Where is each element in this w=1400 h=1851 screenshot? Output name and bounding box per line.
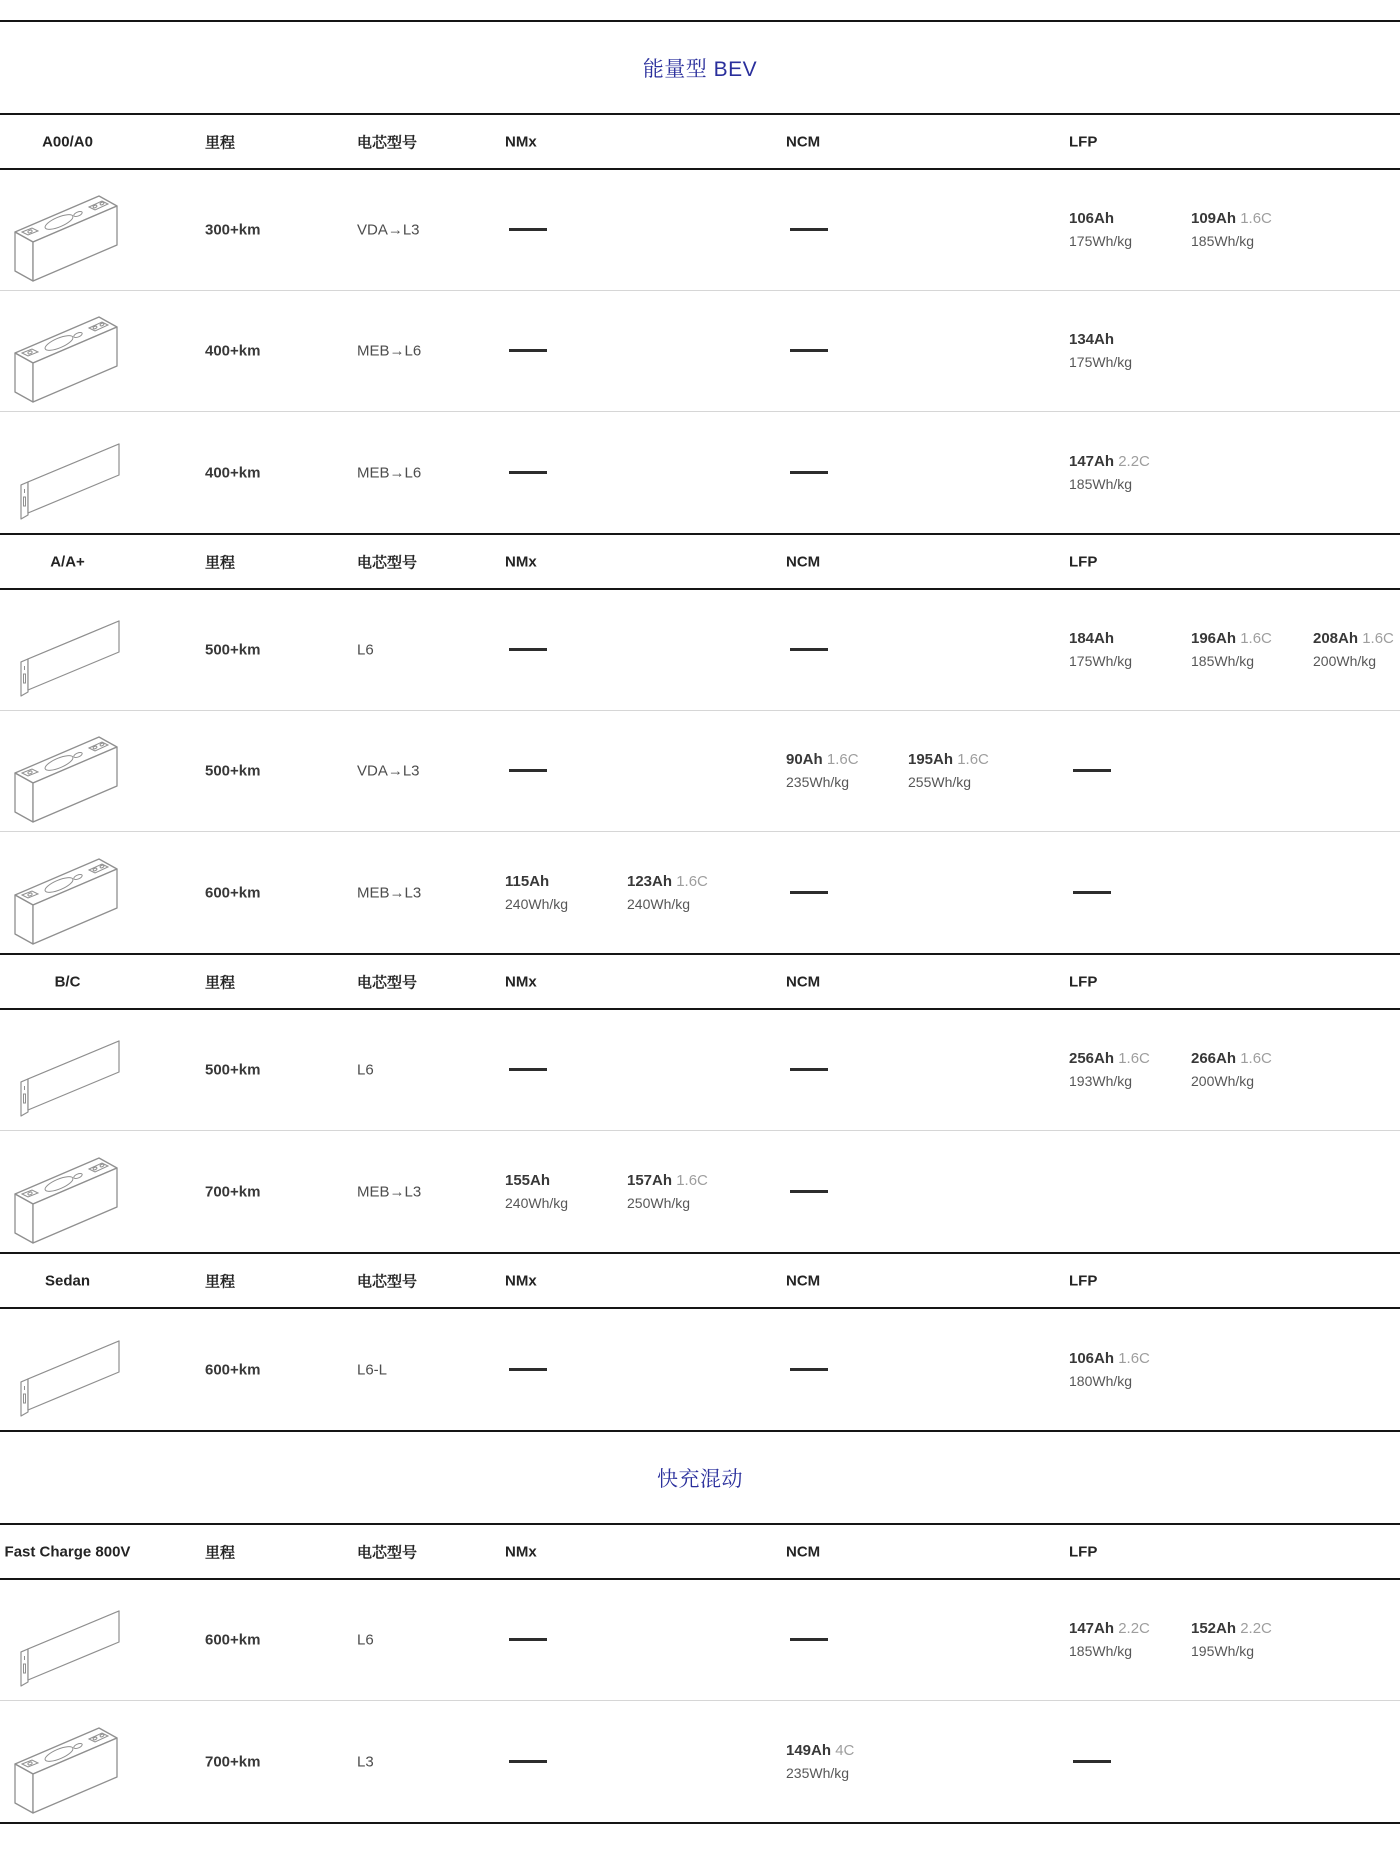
vehicle-class-label: B/C xyxy=(54,973,81,990)
cell-spec-entry xyxy=(1191,1617,1313,1663)
capacity-line xyxy=(1069,450,1191,473)
range-value: 400+km xyxy=(205,342,261,360)
capacity-value: 147Ah xyxy=(1069,1620,1115,1637)
cell-spec-entry xyxy=(1069,328,1191,374)
c-rate-value: 1.6C xyxy=(957,751,989,768)
no-value-dash xyxy=(509,769,547,772)
no-value-dash xyxy=(1073,769,1111,772)
vehicle-class-label: A00/A0 xyxy=(42,133,93,150)
range-value: 700+km xyxy=(205,1753,261,1770)
capacity-value: 149Ah xyxy=(786,1741,832,1759)
column-header-nmx: NMx xyxy=(505,973,537,990)
cell-spec-entry xyxy=(627,870,749,916)
range-value: 600+km xyxy=(205,1631,261,1649)
capacity-line xyxy=(1191,1047,1313,1070)
battery-icon-cell xyxy=(6,716,128,826)
no-value-dash xyxy=(790,891,828,894)
no-value-dash xyxy=(1073,891,1111,894)
capacity-value: 196Ah xyxy=(1191,630,1237,647)
cell-model-value: VDA→L3 xyxy=(357,221,420,239)
capacity-value: 147Ah xyxy=(1069,452,1115,470)
cell-spec-entry xyxy=(1069,1347,1191,1393)
battery-icon-cell xyxy=(6,1015,128,1125)
blade-cell-icon xyxy=(6,1015,128,1125)
column-header-range: 里程 xyxy=(205,134,236,151)
capacity-line xyxy=(505,1169,627,1192)
range-value: 600+km xyxy=(205,884,261,901)
energy-density-value: 175Wh/kg xyxy=(1069,653,1133,669)
table-bottom-border xyxy=(0,1822,1400,1824)
table-row xyxy=(0,170,1400,291)
energy-density-value: 193Wh/kg xyxy=(1069,1073,1133,1089)
section-title-band xyxy=(0,1430,1400,1523)
c-rate-value: 1.6C xyxy=(676,1171,708,1189)
battery-icon-cell xyxy=(6,175,128,285)
table-row xyxy=(0,1010,1400,1131)
c-rate-value: 1.6C xyxy=(1118,1349,1150,1367)
column-header-range: 里程 xyxy=(205,554,236,571)
capacity-line xyxy=(786,1739,908,1762)
table-row xyxy=(0,711,1400,832)
column-header-cell-model: 电芯型号 xyxy=(357,554,418,571)
range-value: 300+km xyxy=(205,221,261,239)
c-rate-value: 1.6C xyxy=(1240,210,1272,227)
c-rate-value: 1.6C xyxy=(1240,1050,1272,1067)
battery-icon-cell xyxy=(6,838,128,948)
prismatic-cell-icon xyxy=(6,175,128,285)
cell-spec-entry xyxy=(1069,627,1191,673)
group-header-row xyxy=(0,1252,1400,1309)
cell-spec-entry xyxy=(1313,627,1400,673)
group-header-row xyxy=(0,533,1400,590)
no-value-dash xyxy=(509,1368,547,1371)
capacity-value: 184Ah xyxy=(1069,630,1115,647)
column-header-cell-model: 电芯型号 xyxy=(357,134,418,151)
column-header-ncm: NCM xyxy=(786,1543,821,1560)
column-header-cell-model: 电芯型号 xyxy=(357,1544,418,1561)
capacity-line xyxy=(1191,207,1313,230)
table-row xyxy=(0,1131,1400,1252)
no-value-dash xyxy=(509,471,547,474)
capacity-value: 266Ah xyxy=(1191,1050,1237,1067)
table-row xyxy=(0,1701,1400,1822)
vehicle-class-label: Fast Charge 800V xyxy=(4,1543,131,1560)
prismatic-cell-icon xyxy=(6,1137,128,1247)
c-rate-value: 1.6C xyxy=(1362,630,1394,647)
cell-model-value: L3 xyxy=(357,1753,374,1770)
cell-spec-entry xyxy=(786,748,908,794)
column-header-lfp: LFP xyxy=(1069,133,1098,150)
battery-icon-cell xyxy=(6,296,128,406)
table-row xyxy=(0,412,1400,533)
battery-icon-cell xyxy=(6,1585,128,1695)
vehicle-class-label: A/A+ xyxy=(50,553,85,570)
energy-density-value: 240Wh/kg xyxy=(505,895,569,912)
blade-cell-icon xyxy=(6,418,128,528)
energy-density-value: 235Wh/kg xyxy=(786,1764,850,1781)
battery-icon-cell xyxy=(6,1315,128,1425)
capacity-line xyxy=(1069,1347,1191,1370)
capacity-line xyxy=(1313,627,1400,650)
battery-spec-table xyxy=(0,20,1400,1824)
capacity-line xyxy=(1069,627,1191,650)
capacity-line xyxy=(1069,1617,1191,1640)
cell-spec-entry xyxy=(1191,1047,1313,1093)
capacity-value: 155Ah xyxy=(505,1171,551,1189)
no-value-dash xyxy=(790,471,828,474)
capacity-value: 90Ah xyxy=(786,751,823,768)
c-rate-value: 1.6C xyxy=(826,751,859,768)
column-header-lfp: LFP xyxy=(1069,1543,1098,1560)
prismatic-cell-icon xyxy=(6,838,128,948)
blade-cell-icon xyxy=(6,1585,128,1695)
column-header-nmx: NMx xyxy=(505,133,537,150)
capacity-value: 208Ah xyxy=(1313,630,1359,647)
range-value: 500+km xyxy=(205,762,261,780)
column-header-nmx: NMx xyxy=(505,553,537,570)
energy-density-value: 255Wh/kg xyxy=(908,774,972,790)
capacity-value: 106Ah xyxy=(1069,1349,1115,1367)
cell-model-value: L6-L xyxy=(357,1361,388,1378)
no-value-dash xyxy=(790,1368,828,1371)
cell-model-value: VDA→L3 xyxy=(357,762,420,780)
capacity-value: 115Ah xyxy=(505,872,550,890)
c-rate-value: 1.6C xyxy=(1118,1050,1150,1067)
capacity-line xyxy=(505,870,627,893)
prismatic-cell-icon xyxy=(6,296,128,406)
section-title: 能量型 BEV xyxy=(642,57,758,81)
energy-density-value: 195Wh/kg xyxy=(1191,1643,1255,1659)
table-row xyxy=(0,590,1400,711)
capacity-value: 106Ah xyxy=(1069,210,1115,227)
capacity-line xyxy=(1191,1617,1313,1640)
range-value: 400+km xyxy=(205,464,261,481)
no-value-dash xyxy=(790,1638,828,1641)
energy-density-value: 185Wh/kg xyxy=(1191,233,1255,249)
c-rate-value: 2.2C xyxy=(1118,452,1150,470)
no-value-dash xyxy=(790,1190,828,1193)
column-header-range: 里程 xyxy=(205,974,236,991)
cell-spec-entry xyxy=(1069,1047,1191,1093)
battery-icon-cell xyxy=(6,595,128,705)
cell-model-value: MEB→L6 xyxy=(357,342,422,360)
column-header-lfp: LFP xyxy=(1069,973,1098,990)
column-header-lfp: LFP xyxy=(1069,553,1098,570)
capacity-line xyxy=(1069,207,1191,230)
vehicle-class-label: Sedan xyxy=(44,1272,90,1289)
capacity-line xyxy=(1191,627,1313,650)
cell-spec-entry xyxy=(1191,627,1313,673)
capacity-line xyxy=(627,1169,749,1192)
no-value-dash xyxy=(509,648,547,651)
column-header-lfp: LFP xyxy=(1069,1272,1098,1289)
column-header-cell-model: 电芯型号 xyxy=(357,1273,418,1290)
table-row xyxy=(0,832,1400,953)
cell-spec-entry xyxy=(1069,207,1191,253)
c-rate-value: 1.6C xyxy=(676,872,708,890)
capacity-value: 152Ah xyxy=(1191,1620,1237,1637)
section-title-band xyxy=(0,20,1400,113)
no-value-dash xyxy=(790,228,828,231)
prismatic-cell-icon xyxy=(6,716,128,826)
capacity-value: 109Ah xyxy=(1191,210,1237,227)
cell-spec-entry xyxy=(1069,450,1191,496)
cell-spec-entry xyxy=(786,1739,908,1785)
cell-model-value: MEB→L6 xyxy=(357,464,422,481)
c-rate-value: 2.2C xyxy=(1240,1620,1272,1637)
table-row xyxy=(0,291,1400,412)
group-header-row xyxy=(0,953,1400,1010)
capacity-line xyxy=(1069,1047,1191,1070)
energy-density-value: 175Wh/kg xyxy=(1069,354,1133,370)
cell-model-value: MEB→L3 xyxy=(357,1183,422,1200)
column-header-range: 里程 xyxy=(205,1544,236,1561)
cell-spec-entry xyxy=(505,1169,627,1215)
battery-icon-cell xyxy=(6,1137,128,1247)
energy-density-value: 185Wh/kg xyxy=(1069,475,1133,492)
column-header-ncm: NCM xyxy=(786,553,821,570)
cell-model-value: MEB→L3 xyxy=(357,884,422,901)
group-header-row xyxy=(0,1523,1400,1580)
column-header-cell-model: 电芯型号 xyxy=(357,974,418,991)
column-header-ncm: NCM xyxy=(786,973,821,990)
energy-density-value: 175Wh/kg xyxy=(1069,233,1133,249)
no-value-dash xyxy=(509,349,547,352)
cell-model-value: L6 xyxy=(357,1061,374,1079)
column-header-nmx: NMx xyxy=(505,1272,537,1289)
group-header-row xyxy=(0,113,1400,170)
no-value-dash xyxy=(790,349,828,352)
no-value-dash xyxy=(790,648,828,651)
capacity-value: 157Ah xyxy=(627,1171,673,1189)
column-header-nmx: NMx xyxy=(505,1543,537,1560)
cell-spec-entry xyxy=(627,1169,749,1215)
prismatic-cell-icon xyxy=(6,1707,128,1817)
column-header-ncm: NCM xyxy=(786,1272,821,1289)
no-value-dash xyxy=(1073,1760,1111,1763)
energy-density-value: 250Wh/kg xyxy=(627,1194,691,1211)
table-row xyxy=(0,1309,1400,1430)
no-value-dash xyxy=(509,1760,547,1763)
energy-density-value: 185Wh/kg xyxy=(1191,653,1255,669)
cell-spec-entry xyxy=(908,748,1030,794)
energy-density-value: 200Wh/kg xyxy=(1313,653,1377,669)
no-value-dash xyxy=(509,228,547,231)
capacity-value: 134Ah xyxy=(1069,331,1115,348)
range-value: 500+km xyxy=(205,641,261,659)
capacity-line xyxy=(908,748,1030,771)
c-rate-value: 4C xyxy=(835,1741,855,1759)
capacity-line xyxy=(786,748,908,771)
battery-icon-cell xyxy=(6,418,128,528)
column-header-ncm: NCM xyxy=(786,133,821,150)
column-header-range: 里程 xyxy=(205,1273,236,1290)
battery-icon-cell xyxy=(6,1707,128,1817)
blade-cell-icon xyxy=(6,1315,128,1425)
energy-density-value: 200Wh/kg xyxy=(1191,1073,1255,1089)
capacity-line xyxy=(627,870,749,893)
cell-model-value: L6 xyxy=(357,641,374,659)
no-value-dash xyxy=(509,1068,547,1071)
table-row xyxy=(0,1580,1400,1701)
capacity-value: 256Ah xyxy=(1069,1050,1115,1067)
range-value: 600+km xyxy=(205,1361,261,1378)
capacity-line xyxy=(1069,328,1191,351)
cell-spec-entry xyxy=(1069,1617,1191,1663)
energy-density-value: 180Wh/kg xyxy=(1069,1372,1133,1389)
blade-cell-icon xyxy=(6,595,128,705)
section-title: 快充混动 xyxy=(657,1467,743,1491)
capacity-value: 195Ah xyxy=(908,751,954,768)
energy-density-value: 240Wh/kg xyxy=(505,1194,569,1211)
c-rate-value: 1.6C xyxy=(1240,630,1272,647)
range-value: 700+km xyxy=(205,1183,261,1200)
cell-spec-entry xyxy=(1191,207,1313,253)
no-value-dash xyxy=(790,1068,828,1071)
energy-density-value: 235Wh/kg xyxy=(786,774,850,790)
energy-density-value: 240Wh/kg xyxy=(627,895,691,912)
cell-spec-entry xyxy=(505,870,627,916)
c-rate-value: 2.2C xyxy=(1118,1620,1150,1637)
range-value: 500+km xyxy=(205,1061,261,1079)
energy-density-value: 185Wh/kg xyxy=(1069,1643,1133,1659)
cell-model-value: L6 xyxy=(357,1631,374,1649)
no-value-dash xyxy=(509,1638,547,1641)
capacity-value: 123Ah xyxy=(627,872,673,890)
